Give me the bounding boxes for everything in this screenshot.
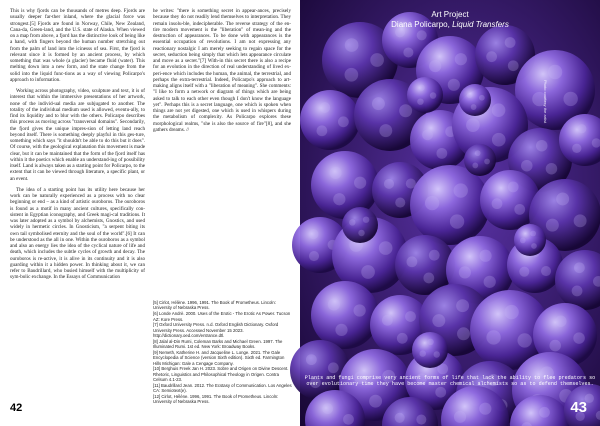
cell-texture [466,118,480,132]
paragraph: This is why fjords can be thousands of metres deep. Fjords are usually deeper far-ther inland, where the glacial force was strongest.[5] Fjords are found in Norway, Chile, New Zealand, Cana-da, Green-land, and the U.S. state of Alaska. When viewed on a map from above, a fjord has the distinctive look of being like a hand, with fingers beyond the human number stretching out from the palm of land into the icinesss of sea. First, the fjord is relevant since it is formed by an ancient process, by which something that was whole (a glacier) became fluid (water). This melting down into a new form, and the state change from the solid into the liquid func-tions as a way of viewing Policarpo's approach to information. [10,8,145,83]
cell-texture [316,125,327,136]
cell-texture [354,177,366,189]
cell-texture [504,305,518,319]
cell-texture [345,38,359,52]
image-credit: Photo courtesy the artist [543,80,548,124]
cell-texture [574,214,587,227]
cell-texture [379,124,392,137]
cell-sphere [407,77,443,113]
right-page [300,0,600,426]
cell-texture [556,192,569,205]
cell-texture [369,395,382,408]
cell-texture [328,362,339,373]
cell-texture [577,124,586,133]
cell-texture [530,231,536,237]
cell-texture [308,229,318,239]
cell-texture [345,68,359,82]
cell-texture [454,411,466,423]
cell-texture [349,219,355,225]
cell-texture [328,298,340,310]
cell-texture [508,181,519,192]
cell-texture [479,403,491,415]
cell-texture [370,53,384,67]
image-caption: Plants and fungi comprise very ancient forms of life that lack the ability to flee predators so over evolutionary time they have become master chemical alchemists so as to defend themselves. [304,375,596,388]
cell-texture [519,267,529,277]
cell-texture [521,160,533,172]
cell-texture [555,315,567,327]
paragraph: Working across photography, video, sculpture and text, it is of interest that within the immersive presentations of her artwork, none of the individ-ual media are subjugated to another. The totality of the individual medium used is allowed, eventu-ally, to find its liquidity and to blur with the others. Policarpo describes this process as moving across "transversal domains". Secondarily, the fjord gives the unique impres-sion of letting land reach beyond itself. There is something deeply playful in this ges-ture, something which says "it shouldn't be able to do this but it does". Of course, with the geological explanation this movement is made clear, but it can be maintained that the form of the fjord itself has within it the poetics which enable an understand-ing of possibility itself. Land is always taken as a starting point for Policarpo, to the extent that it can be viewed through literature, a specific plant, or an event. [10,88,145,182]
cell-texture [335,324,347,336]
cell-texture [309,251,319,261]
cell-texture [427,339,433,345]
footnote: [8] Jalal al-Din Rumi, Coleman Barks and Michael Green. 1997. The Illuminated Rumi. 1st ed. New York: Broadway Books. [153,338,283,350]
cell-texture [418,84,424,90]
cell-texture [484,159,490,165]
cell-texture [486,51,497,62]
footnote: [11] Baudrillard Jean. 2012. The Ecstasy of Communication. Los Angeles CA: Semiotext(e). [153,382,292,394]
cell-texture [416,414,426,424]
page-number-right: 43 [570,399,587,416]
cell-sphere [514,224,546,256]
cell-texture [450,214,464,228]
cell-texture [319,102,330,113]
cell-sphere [342,207,378,243]
page-number-left: 42 [10,402,23,414]
cell-texture [454,183,468,197]
cell-texture [423,273,434,284]
cell-texture [492,198,503,209]
cell-sphere [459,84,491,116]
cell-texture [343,414,354,425]
cell-texture [399,104,412,117]
cell-texture [379,241,393,255]
cell-sphere [311,151,379,219]
micrograph-image [300,0,600,426]
cell-texture [429,60,441,72]
footnote: [7] Oxford University Press. n.d. Oxford English Dictionary. Oxford University Press. Accessed November 15 2023. http://dictionary.oed.com/entrance.dtl. [153,322,279,339]
cell-texture [467,92,473,98]
cell-texture [546,163,558,175]
cell-texture [361,265,375,279]
cell-texture [457,327,470,340]
footnote: [6] Londe Andrè. 2000. Uses of the Erotic - The Erotic As Power. Tucson AZ: Kore Press. [153,311,291,322]
cell-texture [508,60,519,71]
cell-texture [574,262,585,273]
text-column-1 [10,8,145,408]
cell-texture [384,179,394,189]
footnotes [153,300,293,405]
cell-texture [492,133,506,147]
cell-texture [338,116,349,127]
cell-texture [395,198,405,208]
cell-texture [448,79,460,91]
cell-texture [425,196,439,210]
cell-texture [434,351,440,357]
cell-texture [419,350,425,356]
cell-texture [329,167,341,179]
cell-texture [382,315,393,326]
cell-texture [459,266,471,278]
cell-texture [549,340,561,352]
cell-texture [548,65,562,79]
cell-texture [417,98,423,104]
text-column-2 [153,8,291,180]
cell-texture [541,266,551,276]
cell-sphere [410,165,490,245]
cell-texture [572,144,581,153]
cell-texture [406,256,417,267]
cell-texture [436,148,447,159]
footnote: [10] Berghuis Freek Jan H. 2023. Sobre and Origen on Divine Descent. Rhetoric, Linguistics and Philosophical Theology in Origen. Contra Celsum 4.1-23. [153,366,289,383]
section-label: Art Project [431,10,469,19]
cell-texture [486,330,500,344]
footnote: [12] Cirlot, Hélène. 1996, 1991. The Book of Prometheus. Lincoln: University of Nebraska Press. [153,393,279,405]
cell-texture [455,53,467,65]
footnote: [9] Nemeth, Katherine H. and Jacqueline L. Longe. 2021. The Gale Encyclopedia of Science (version Sixth edition). Sixth ed. Farmington Hills Michigan: Gale a Cengage Company. [153,349,285,366]
cell-texture [563,92,577,106]
cell-texture [405,311,416,322]
cell-sphere [412,332,448,368]
cell-texture [572,286,583,297]
cell-texture [354,304,366,316]
cell-texture [322,403,333,414]
cell-texture [435,387,446,398]
paragraph: The idea of a starting point has its utility here because her work can be naturally experienced as a process with no clear beginning or end – as a kind of artistic ouroboros. The ouroboros is found as a motif in many ancient cultures, specifically con-sistent in Egyptian iconography, and Greek magi-cal traditions. It was later adopted as a symbol by alchemists, Gnostics, and used widely in hermetic circles. In Gnosticism, "a serpent biting its own tail symbolised eternity and the soul of the world".[6] It can be understood as the all in one. Within the ouroboros as a symbol and also an energy lies the idea of the cyclical nature of life and death, which includes the subtle cycles of growth and decay. The ouroboros is re-active, it is alive in its continuity and it is also guarding within it a hidden power. In thinking about it, we can refer to Baudrillard, who busied himself with the multiplicity of sym-bolic exchange. In the Essays of Communication [10,186,145,281]
cell-texture [417,30,427,40]
cell-texture [456,299,469,312]
cell-texture [422,129,433,140]
cell-texture [479,95,485,101]
footnote: [5] Cirlot, Hélène. 1996, 1991. The Book of Prometheus. Lincoln: University of Nebraska Press. [153,300,276,311]
cell-texture [306,354,317,365]
cell-sphere [464,144,496,176]
cell-texture [536,140,548,152]
cell-texture [363,216,369,222]
cell-texture [395,413,405,423]
cell-texture [505,37,516,48]
cell-texture [539,407,550,418]
cell-texture [472,163,478,169]
cell-texture [403,47,413,57]
cell-texture [333,193,345,205]
cell-texture [471,104,477,110]
cell-texture [358,230,364,236]
paragraph: he writes: "there is something secret in appear-ances, precisely because they do not readily lend themselves to interpretation. They remain insolu-ble, indecipherable. The reverse strategy of the en-tire modern movement is the "liberation" of mean-ing and the destruction of appearances. To be done with appearances is the essential occupation of revolutions. I am not expressing any reactionary nostalgic I am merely seeking to regain space for the secret, seduction being simply that which lets appearance circulate and move as a secret."[7] With-in this secret there is also a recipe for an evolution in the direction of real understanding of lived ex-peri-ence which includes the human, the animal, the terrestrial, and perhaps the extra-terrestrial. Indeed, Policarpo's approach to art-making aligns itself with a "liberation of meaning". She comments: "I like to form a network or diagram of things which are being asked to talk to each other even though I don't know the language yet". Perhaps this is a secret language, one which is spoken when things are not yet digested, one which is used in whispers during the metabolism of complexity. As Policarpo explores these morphological realms, "she is also the source of fire"[8], and she gathers dreams. // [153,8,291,133]
cell-texture [397,333,408,344]
cell-texture [429,250,440,261]
cell-texture [531,243,537,249]
cell-texture [514,204,525,215]
article-title: Diana Policarpo, Liquid Transfers [391,20,509,29]
cell-texture [484,276,496,288]
cell-sphere [300,90,360,150]
cell-texture [372,97,385,110]
cell-texture [517,333,531,347]
cell-texture [492,103,506,117]
cell-texture [430,92,436,98]
cell-texture [432,314,445,327]
cell-texture [546,219,559,232]
cell-texture [475,150,481,156]
cell-texture [520,238,526,244]
cell-texture [573,332,585,344]
cell-sphere [311,281,379,349]
cell-texture [479,250,491,262]
article-header [300,10,600,30]
